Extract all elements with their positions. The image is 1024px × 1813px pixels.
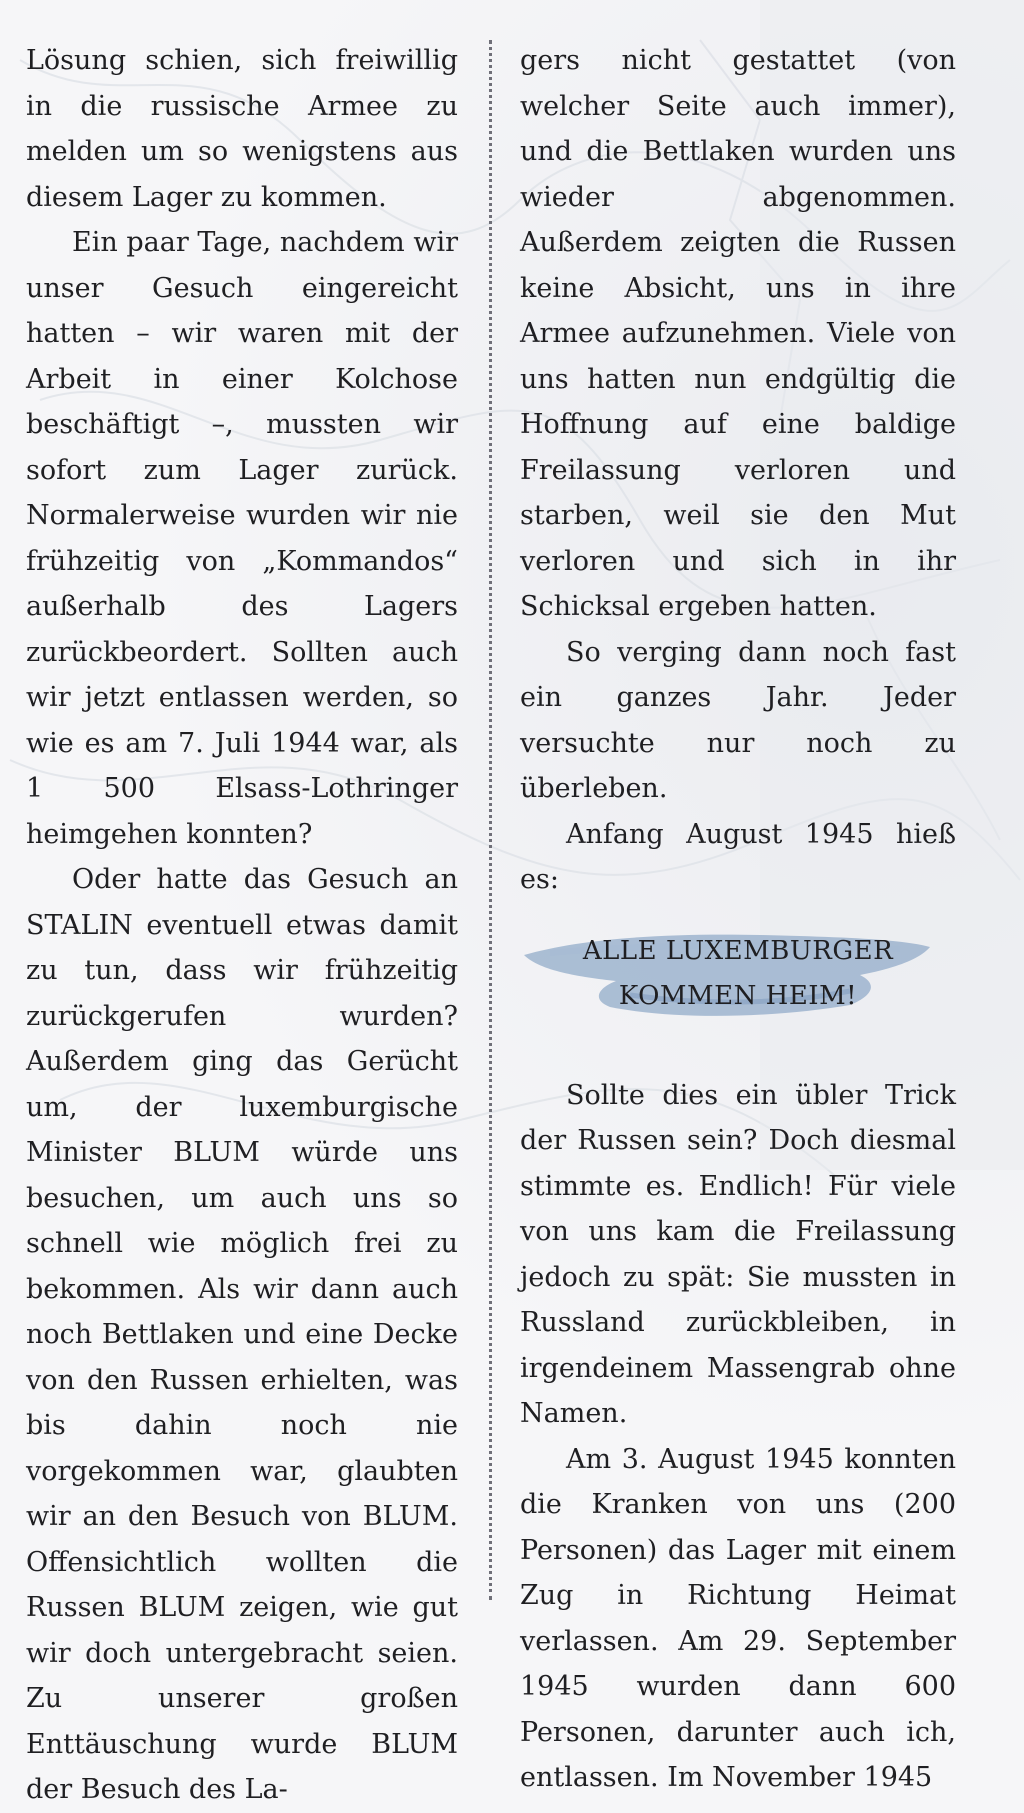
right-text-column xyxy=(520,38,956,1801)
banner-text xyxy=(520,929,956,1019)
paragraph: Anfang August 1945 hieß es: xyxy=(520,818,956,895)
paragraph: So verging dann noch fast ein ganzes Jahr. Jeder versuchte nur noch zu überleben. xyxy=(520,636,956,804)
paragraph: Sollte dies ein übler Trick der Russen sein? Doch diesmal stimmte es. Endlich! Für viele von uns kam die Freilassung jedoch zu spät: Sie mussten in Russland zurückbleiben, in irgendeinem Massengrab ohne Namen. xyxy=(520,1079,956,1429)
paragraph: Oder hatte das Gesuch an STALIN eventuell etwas damit zu tun, dass wir frühzeitig zurückgerufen wurden? Außerdem ging das Gerücht um, der luxemburgische Minister BLUM würde uns besuchen, um auch uns so schnell wie möglich frei zu bekommen. Als wir dann auch noch Bettlaken und eine Decke von den Russen erhielten, was bis dahin noch nie vorgekommen war, glaubten wir an den Besuch von BLUM. Offensichtlich wollten die Russen BLUM zeigen, wie gut wir doch untergebracht seien. Zu unserer großen Enttäuschung wurde BLUM der Besuch des La- xyxy=(26,864,458,1805)
column-divider xyxy=(489,40,492,1600)
paragraph: Lösung schien, sich freiwillig in die russische Armee zu melden um so wenigstens aus diesem Lager zu kommen. xyxy=(26,45,458,213)
paragraph: Am 3. August 1945 konnten die Kranken von uns (200 Personen) das Lager mit einem Zug in Richtung Heimat verlassen. Am 29. September 1945 wurden dann 600 Personen, darunter auch ich, entlassen. Im November 1945 xyxy=(520,1443,956,1793)
banner-line-2: KOMMEN HEIM! xyxy=(618,980,858,1011)
paragraph: Ein paar Tage, nachdem wir unser Gesuch eingereicht hatten – wir waren mit der Arbeit in einer Kolchose beschäftigt –, mussten wir sofort zum Lager zurück. Normalerweise wurden wir nie frühzeitig von „Kommandos“ außerhalb des Lagers zurückbeordert. Sollten auch wir jetzt entlassen werden, so wie es am 7. Juli 1944 war, als 1 500 Elsass-Lothringer heimgehen konnten? xyxy=(26,227,458,850)
left-text-column xyxy=(26,38,458,1813)
banner-line-1: ALLE LUXEMBURGER xyxy=(582,935,894,966)
announcement-banner xyxy=(520,925,956,1025)
paragraph: gers nicht gestattet (von welcher Seite auch immer), und die Bettlaken wurden uns wieder abgenommen. Außerdem zeigten die Russen keine Absicht, uns in ihre Armee aufzunehmen. Viele von uns hatten nun endgültig die Hoffnung auf eine baldige Freilassung verloren und starben, weil sie den Mut verloren und sich in ihr Schicksal ergeben hatten. xyxy=(520,45,956,622)
